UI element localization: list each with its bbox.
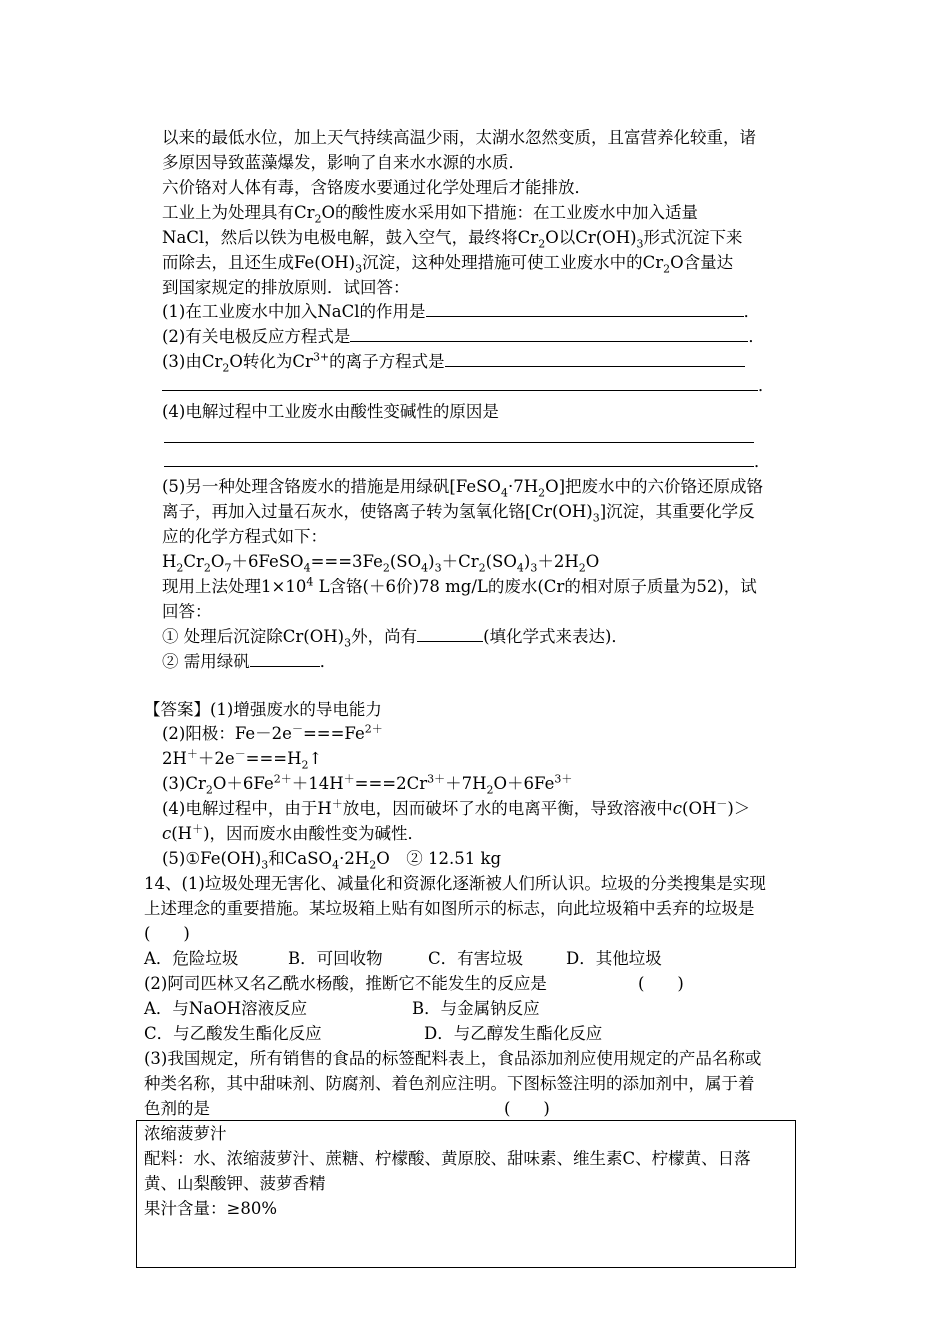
label-juice-content: 果汁含量：≥80%: [144, 1199, 277, 1218]
question-5-line-1: (5)另一种处理含铬废水的措施是用绿矾$[FeSO_4\cdot 7H_2O]$把废水中的六价铬还原成铬: [162, 477, 764, 500]
option-b[interactable]: B．与金属钠反应: [412, 999, 540, 1018]
answer-blank[interactable]: [417, 625, 483, 642]
question-5-line-6: 回答：: [162, 602, 212, 621]
label-ingredients-line-1: 配料：水、浓缩菠萝汁、蔗糖、柠檬酸、黄原胶、甜味素、维生素C、柠檬黄、日落: [144, 1149, 751, 1168]
answer-line-5: (4)电解过程中，由于H＋放电，因而破坏了水的电离平衡，导致溶液中c(OH－)＞: [162, 797, 751, 818]
option-a[interactable]: A．危险垃圾: [144, 949, 239, 968]
label-ingredients-line-2: 黄、山梨酸钾、菠萝香精: [144, 1174, 326, 1193]
question-4: (4)电解过程中工业废水由酸性变碱性的原因是: [162, 402, 499, 421]
answer-blank[interactable]: [426, 300, 744, 317]
intro-line-1: 以来的最低水位，加上天气持续高温少雨，太湖水忽然变质，且富营养化较重，诸: [162, 128, 756, 147]
answer-tag: 【答案】: [144, 700, 210, 719]
para-line-2: NaCl，然后以铁为电极电解，鼓入空气，最终将$Cr_2O$以$Cr(OH)_3$形式沉淀下来: [162, 228, 743, 251]
label-product-name: 浓缩菠萝汁: [144, 1124, 227, 1143]
period: ．: [754, 452, 771, 471]
option-b[interactable]: B．可回收物: [288, 949, 383, 968]
answer-paren[interactable]: ( ): [504, 1099, 550, 1118]
answer-paren[interactable]: ( ): [638, 974, 684, 993]
question-3: (3)由$Cr_2O$转化为$Cr^{3+}$的离子方程式是: [162, 350, 745, 374]
option-a[interactable]: A．与NaOH溶液反应: [144, 999, 308, 1018]
q14-line-1: 14、(1)垃圾处理无害化、减量化和资源化逐渐被人们所认识。垃圾的分类搜集是实现: [144, 874, 766, 893]
q14-line-2: 上述理念的重要措施。某垃圾箱上贴有如图所示的标志，向此垃圾箱中丢弃的垃圾是: [144, 899, 755, 918]
option-d[interactable]: D．其他垃圾: [566, 949, 662, 968]
period: ．: [758, 376, 775, 395]
q14-question-3-line-1: (3)我国规定，所有销售的食品的标签配料表上，食品添加剂应使用规定的产品名称或: [144, 1049, 762, 1068]
question-5-item-2: ② 需用绿矾 ．: [162, 652, 337, 671]
intro-line-2: 多原因导致蓝藻爆发，影响了自来水水源的水质．: [162, 153, 525, 172]
answer-line-2: (2)阳极：$Fe-2e^-===Fe^{2+}$: [162, 722, 383, 743]
para-line-4: 到国家规定的排放原则．试回答：: [162, 278, 410, 297]
question-5-line-3: 应的化学方程式如下：: [162, 527, 327, 546]
option-d[interactable]: D．与乙醇发生酯化反应: [424, 1024, 603, 1043]
answer-line-6: c(H＋)，因而废水由酸性变为碱性．: [162, 822, 425, 843]
para-line-1: 工业上为处理具有$Cr_2O$的酸性废水采用如下措施：在工业废水中加入适量: [162, 203, 699, 226]
answer-blank[interactable]: [250, 650, 320, 667]
answer-blank[interactable]: [162, 390, 758, 391]
q14-line-3: ( ): [144, 924, 190, 943]
answer-line-4: $(3)Cr_2O+6Fe^{2+}+14H^+===2Cr^{3+}+7H_2O+6Fe^{3+}$: [162, 772, 573, 797]
answer-line-7: $(5)①Fe(OH)_3$和$CaSO_4\cdot 2H_2O$ ② 12.51 kg: [162, 849, 502, 872]
question-5-line-5: 现用上法处理$1\times 10^4$ L含铬(＋6价)78 mg/L的废水(Cr的相对原子质量为52)，试: [162, 575, 757, 596]
answer-blank[interactable]: [164, 466, 754, 467]
question-5-item-1: ① 处理后沉淀除$Cr(OH)_3$外，尚有 (填化学式来表达)．: [162, 627, 628, 650]
q14-question-3-line-3: 色剂的是: [144, 1099, 210, 1118]
answer-line-1: 【答案】(1)增强废水的导电能力: [144, 700, 382, 719]
answer-blank[interactable]: [445, 350, 745, 367]
question-1: (1)在工业废水中加入NaCl的作用是 ．: [162, 302, 761, 321]
answer-blank[interactable]: [164, 442, 754, 443]
para-line-3: 而除去，且还生成$Fe(OH)_3$沉淀，这种处理措施可使工业废水中的$Cr_2O$含量达: [162, 253, 734, 276]
intro-line-3: 六价铬对人体有毒，含铬废水要通过化学处理后才能排放．: [162, 178, 591, 197]
option-c[interactable]: C．有害垃圾: [428, 949, 524, 968]
q14-question-3-line-2: 种类名称，其中甜味剂、防腐剂、着色剂应注明。下图标签注明的添加剂中，属于着: [144, 1074, 755, 1093]
q14-question-2: (2)阿司匹林又名乙酰水杨酸，推断它不能发生的反应是: [144, 974, 547, 993]
question-5-line-2: 离子，再加入过量石灰水，使铬离子转为氢氧化铬$[Cr(OH)_3]$沉淀，其重要化学反: [162, 502, 755, 525]
answer-blank[interactable]: [350, 325, 748, 342]
question-2: (2)有关电极反应方程式是 ．: [162, 327, 765, 346]
option-c[interactable]: C．与乙酸发生酯化反应: [144, 1024, 322, 1043]
answer-line-3: $2H^++2e^-===H_2↑$: [162, 747, 323, 772]
chemical-equation: $H_2Cr_2O_7+6FeSO_4===3Fe_2(SO_4)_3+Cr_2(SO_4)_3+2H_2O$: [162, 552, 600, 575]
